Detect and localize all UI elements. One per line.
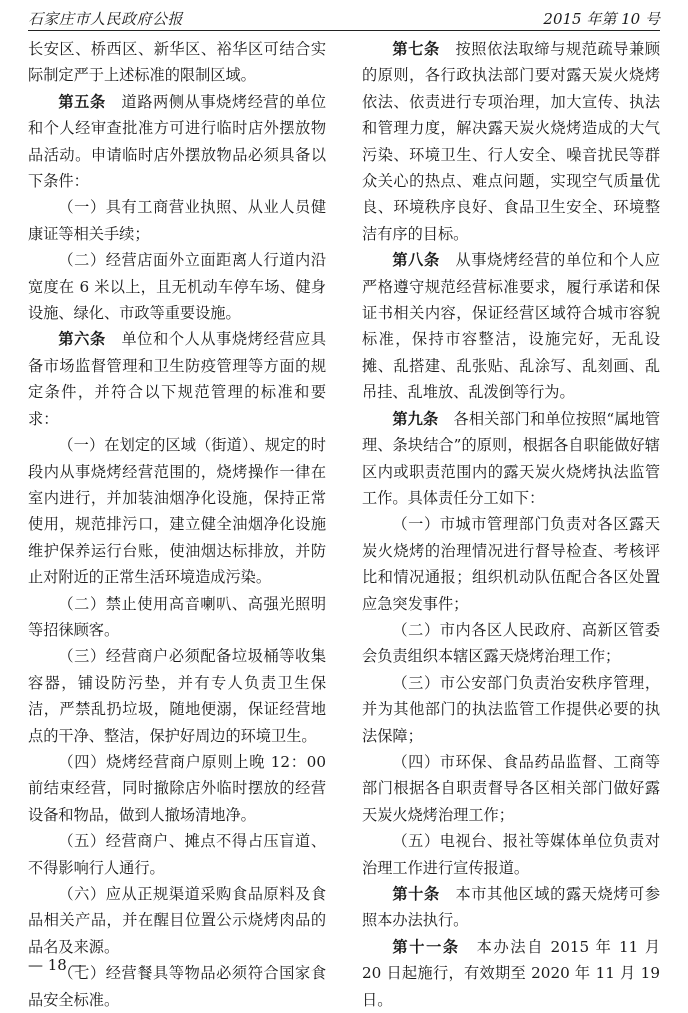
body-paragraph: （六）应从正规渠道采购食品原料及食品相关产品，并在醒目位置公示烧烤肉品的品名及来源。 <box>28 885 326 956</box>
article-label: 第七条 <box>392 40 440 58</box>
body-paragraph: （二）市内各区人民政府、高新区管委会负责组织本辖区露天烧烤治理工作； <box>362 620 660 666</box>
body-paragraph: （三）经营商户必须配备垃圾桶等收集容器，铺设防污垫，并有专人负责卫生保洁，严禁乱扔垃圾，随地便溺，保证经营地点的干净、整洁，保护好周边的环境卫生。 <box>28 647 326 745</box>
article-paragraph <box>28 326 326 432</box>
article-text: 本市其他区域的露天烧烤可参照本办法执行。 <box>362 885 661 930</box>
body-paragraph: （四）烧烤经营商户原则上晚 12：00 前结束经营，同时撤除店外临时摆放的经营设备和物品，做到人撤场清地净。 <box>28 752 326 824</box>
article-paragraph <box>362 406 660 512</box>
article-label: 第十一条 <box>392 937 460 956</box>
page-number: — 18 — <box>28 956 87 974</box>
body-paragraph: （五）电视台、报社等媒体单位负责对治理工作进行宣传报道。 <box>362 832 660 877</box>
article-paragraph <box>362 934 660 1013</box>
body-paragraph: （四）市环保、食品药品监督、工商等部门根据各自职责督导各区相关部门做好露天炭火烧烤治理工作； <box>362 752 660 824</box>
article-paragraph <box>362 36 660 247</box>
article-label: 第六条 <box>58 330 106 349</box>
article-label: 第九条 <box>392 409 439 428</box>
body-paragraph: （二）经营店面外立面距离人行道内沿宽度在 6 米以上，且无机动车停车场、健身设施、绿化、市政等重要设施。 <box>28 251 326 323</box>
body-paragraph: （五）经营商户、摊点不得占压盲道、不得影响行人通行。 <box>28 832 326 877</box>
article-label: 第十条 <box>392 885 440 903</box>
left-column <box>28 36 326 1013</box>
article-label: 第五条 <box>58 92 106 111</box>
issue-number: 2015 年第 10 号 <box>543 10 660 28</box>
article-text: 按照依法取缔与规范疏导兼顾的原则，各行政执法部门要对露天炭火烧烤依法、依责进行专项治理，加大宣传、执法和管理力度，解决露天炭火烧烤造成的大气污染、环境卫生、行人安全、噪音扰民等群众关心的热点、难点问题，实现空气质量优良、环境秩序良好、食品卫生安全、环境整洁有序的目标。 <box>362 40 661 243</box>
body-paragraph: （七）经营餐具等物品必须符合国家食品安全标准。 <box>28 964 326 1009</box>
article-text: 本办法自 2015 年 11 月 20 日起施行，有效期至 2020 年 11 月 19 日。 <box>362 937 661 1009</box>
right-column <box>362 36 660 1013</box>
body-paragraph: 长安区、桥西区、新华区、裕华区可结合实际制定严于上述标准的限制区域。 <box>28 40 326 85</box>
article-text: 单位和个人从事烧烤经营应具备市场监督管理和卫生防疫管理等方面的规定条件，并符合以下规范管理的标准和要求： <box>28 330 327 428</box>
article-paragraph <box>362 881 660 934</box>
body-paragraph: （一）具有工商营业执照、从业人员健康证等相关手续； <box>28 198 326 243</box>
article-text: 各相关部门和单位按照“属地管理、条块结合”的原则，根据各自职能做好辖区内或职责范围内的露天炭火烧烤执法监管工作。具体责任分工如下： <box>362 409 661 507</box>
body-paragraph: （一）在划定的区域（街道）、规定的时段内从事烧烤经营范围的，烧烤操作一律在室内进行，并加装油烟净化设施，保持正常使用，规范排污口，建立健全油烟净化设施维护保养运行台账，使油烟达标排放，并防止对附近的正常生活环境造成污染。 <box>28 436 326 587</box>
body-paragraph: （三）市公安部门负责治安秩序管理，并为其他部门的执法监管工作提供必要的执法保障； <box>362 673 660 745</box>
body-paragraph: （一）市城市管理部门负责对各区露天炭火烧烤的治理情况进行督导检查、考核评比和情况通报；组织机动队伍配合各区处置应急突发事件； <box>362 515 660 613</box>
article-paragraph <box>362 247 660 405</box>
body-paragraph: （二）禁止使用高音喇叭、高强光照明等招徕顾客。 <box>28 594 326 639</box>
page-header <box>28 4 660 31</box>
publication-title: 石家庄市人民政府公报 <box>28 10 184 28</box>
article-label: 第八条 <box>392 251 440 270</box>
article-text: 从事烧烤经营的单位和个人应严格遵守规范经营标准要求，履行承诺和保证书相关内容，保证经营区域符合城市容貌标准，保持市容整洁，设施完好，无乱设摊、乱搭建、乱张贴、乱涂写、乱刻画、乱吊挂、乱堆放、乱泼倒等行为。 <box>362 251 661 402</box>
article-paragraph <box>28 89 326 195</box>
article-text: 道路两侧从事烧烤经营的单位和个人经审查批准方可进行临时店外摆放物品活动。申请临时店外摆放物品必须具备以下条件： <box>28 92 327 191</box>
